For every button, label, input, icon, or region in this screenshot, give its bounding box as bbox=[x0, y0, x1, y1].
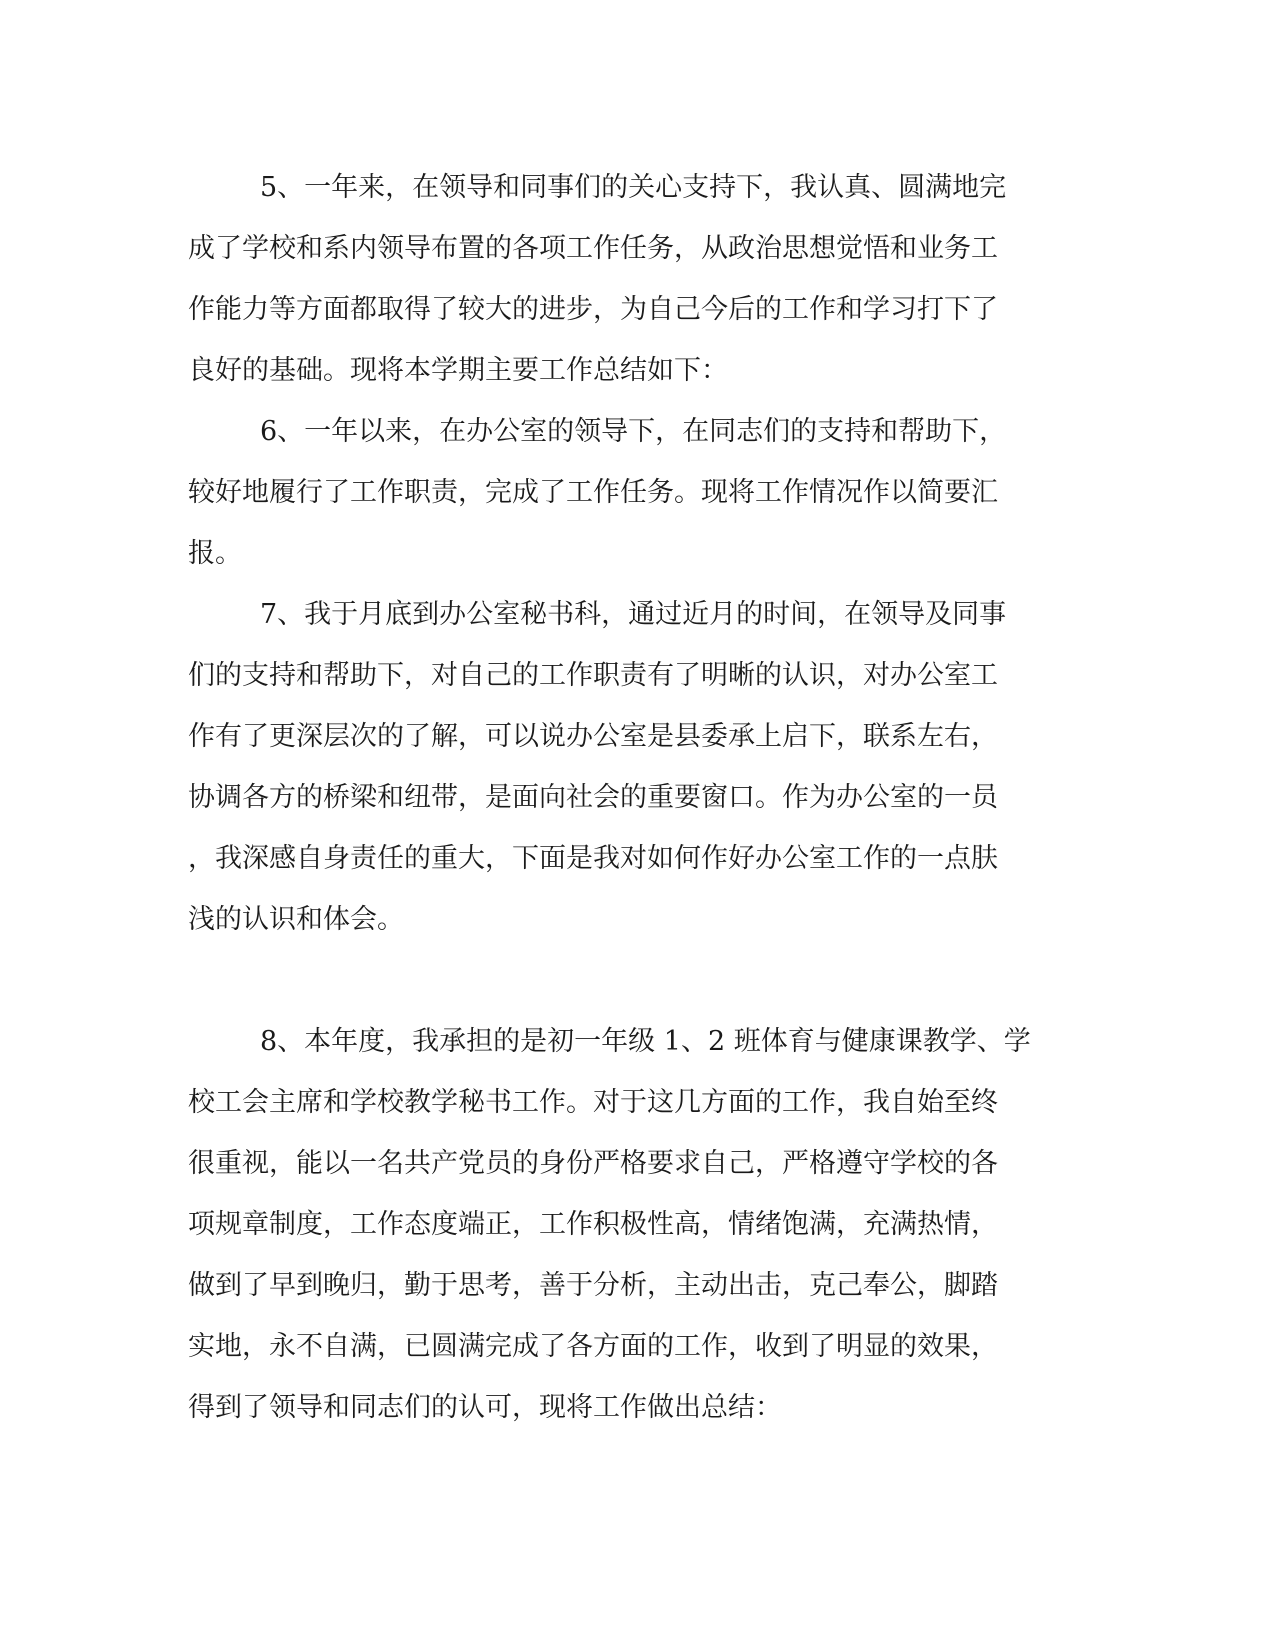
text-line: 得到了领导和同志们的认可，现将工作做出总结： bbox=[188, 1392, 782, 1423]
text-line: 做到了早到晚归，勤于思考，善于分析，主动出击，克己奉公，脚踏 bbox=[188, 1270, 998, 1301]
text-line: 7、我于月底到办公室秘书科，通过近月的时间，在领导及同事 bbox=[260, 599, 1007, 630]
paragraph-6 bbox=[188, 401, 1068, 584]
text-line: ，我深感自身责任的重大，下面是我对如何作好办公室工作的一点肤 bbox=[188, 843, 998, 874]
text-line: 报。 bbox=[188, 538, 242, 569]
text-line bbox=[188, 950, 1068, 1011]
text-line: 浅的认识和体会。 bbox=[188, 904, 404, 935]
text-line: 作能力等方面都取得了较大的进步，为自己今后的工作和学习打下了 bbox=[188, 294, 998, 325]
text-line: 很重视，能以一名共产党员的身份严格要求自己，严格遵守学校的各 bbox=[188, 1148, 998, 1179]
paragraph-5 bbox=[188, 157, 1068, 401]
text-line: 项规章制度，工作态度端正，工作积极性高，情绪饱满，充满热情， bbox=[188, 1209, 998, 1240]
text-line: 6、一年以来，在办公室的领导下，在同志们的支持和帮助下， bbox=[260, 416, 1007, 447]
text-line: 5、一年来，在领导和同事们的关心支持下，我认真、圆满地完 bbox=[260, 172, 1007, 203]
text-line: 作有了更深层次的了解，可以说办公室是县委承上启下，联系左右， bbox=[188, 721, 998, 752]
text-line: 8、本年度，我承担的是初一年级 1、2 班体育与健康课教学、学 bbox=[260, 1026, 1031, 1057]
paragraph-8 bbox=[188, 1011, 1068, 1438]
text-line: 实地，永不自满，已圆满完成了各方面的工作，收到了明显的效果， bbox=[188, 1331, 998, 1362]
text-line: 成了学校和系内领导布置的各项工作任务，从政治思想觉悟和业务工 bbox=[188, 233, 998, 264]
document-body bbox=[188, 157, 1068, 1438]
text-line: 较好地履行了工作职责，完成了工作任务。现将工作情况作以简要汇 bbox=[188, 477, 998, 508]
paragraph-7 bbox=[188, 584, 1068, 1011]
text-line: 校工会主席和学校教学秘书工作。对于这几方面的工作，我自始至终 bbox=[188, 1087, 998, 1118]
text-line: 们的支持和帮助下，对自己的工作职责有了明晰的认识，对办公室工 bbox=[188, 660, 998, 691]
text-line: 良好的基础。现将本学期主要工作总结如下： bbox=[188, 355, 728, 386]
text-line: 协调各方的桥梁和纽带，是面向社会的重要窗口。作为办公室的一员 bbox=[188, 782, 998, 813]
